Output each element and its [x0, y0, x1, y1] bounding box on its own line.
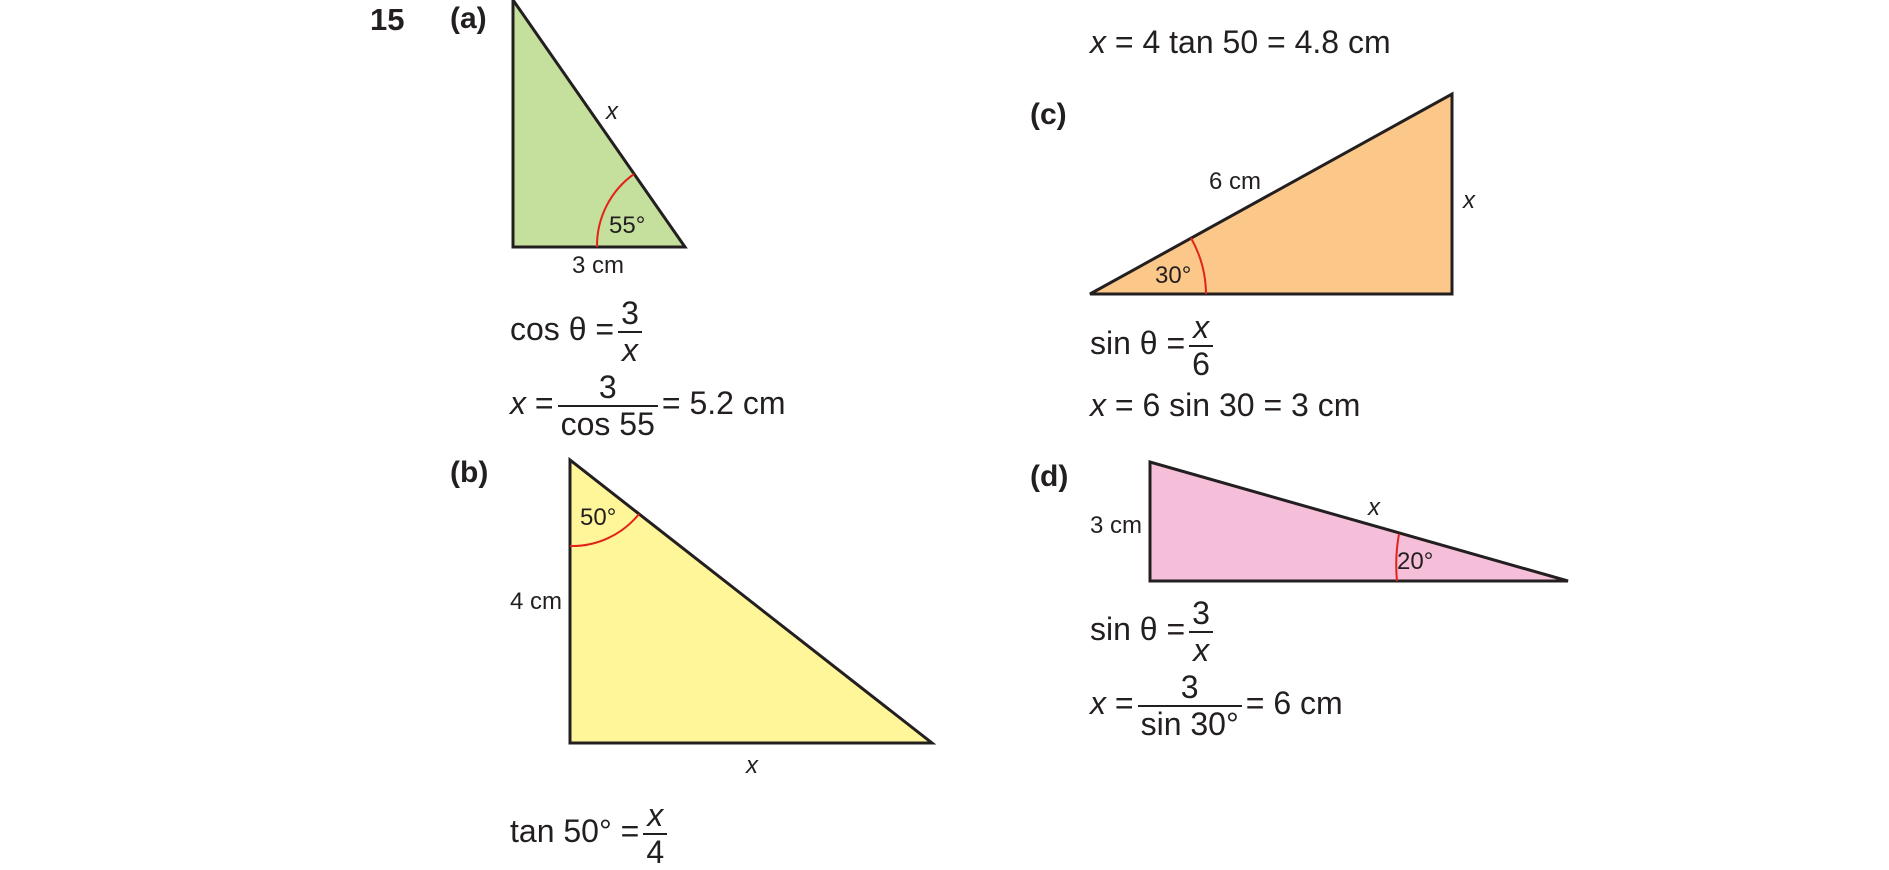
part-a-hyp-label: x	[606, 98, 618, 125]
part-b-angle-label: 50°	[580, 504, 617, 531]
part-d-angle-label: 20°	[1397, 548, 1434, 575]
part-b-base-label: x	[746, 752, 758, 779]
part-d-eq2-result: = 6 cm	[1245, 685, 1343, 721]
part-a-eq1-lhs: cos θ =	[510, 311, 615, 347]
part-c-eq2-rest: = 6 sin 30 = 3 cm	[1114, 387, 1361, 423]
part-d-left-label: 3 cm	[1090, 512, 1143, 539]
fraction-numerator: 3	[1138, 670, 1242, 707]
fraction-denominator: x	[621, 331, 638, 368]
fraction-numerator: x	[1189, 310, 1213, 347]
part-b-eq2-var: x	[1090, 24, 1106, 60]
part-d-label: (d)	[1030, 460, 1069, 493]
part-d-hyp-label: x	[1368, 494, 1380, 521]
question-number: 15	[370, 2, 405, 37]
fraction-denominator: x	[1193, 631, 1210, 668]
part-a-angle-label: 55°	[609, 212, 646, 239]
part-c-hyp-label: 6 cm	[1209, 168, 1262, 195]
part-b-eq2-rest: = 4 tan 50 = 4.8 cm	[1114, 24, 1391, 60]
part-d-equation-1	[1090, 596, 1217, 667]
fraction-numerator: 3	[618, 296, 642, 333]
fraction-numerator: 3	[1189, 596, 1213, 633]
part-c-angle-label: 30°	[1155, 262, 1192, 289]
part-d-eq1-fraction	[1189, 596, 1213, 667]
part-a-eq2-var: x	[510, 385, 526, 421]
fraction-denominator: 4	[646, 833, 665, 870]
part-c-eq1-lhs: sin θ =	[1090, 325, 1186, 361]
part-c-eq2-var: x	[1090, 387, 1106, 423]
part-a-base-label: 3 cm	[572, 252, 625, 279]
part-d-eq2-var: x	[1090, 685, 1106, 721]
part-d-eq2-equals: =	[1114, 685, 1134, 721]
part-d-eq2-fraction	[1138, 670, 1242, 741]
triangle-d-shape	[1150, 462, 1568, 581]
fraction-denominator: 6	[1192, 345, 1210, 382]
part-c-label: (c)	[1030, 98, 1067, 131]
fraction-numerator: x	[643, 798, 667, 835]
fraction-denominator: sin 30°	[1140, 705, 1239, 742]
part-a-label: (a)	[450, 2, 487, 35]
part-b-eq1-lhs: tan 50° =	[510, 813, 640, 849]
part-d-equation-2	[1090, 670, 1343, 741]
part-b-label: (b)	[450, 456, 489, 489]
part-c-right-label: x	[1463, 187, 1475, 214]
part-d-eq1-lhs: sin θ =	[1090, 611, 1186, 647]
part-a-eq2-equals: =	[534, 385, 554, 421]
fraction-denominator: cos 55	[560, 405, 655, 442]
fraction-numerator: 3	[558, 370, 658, 407]
part-b-left-label: 4 cm	[510, 588, 563, 615]
part-a-eq2-result: = 5.2 cm	[661, 385, 786, 421]
